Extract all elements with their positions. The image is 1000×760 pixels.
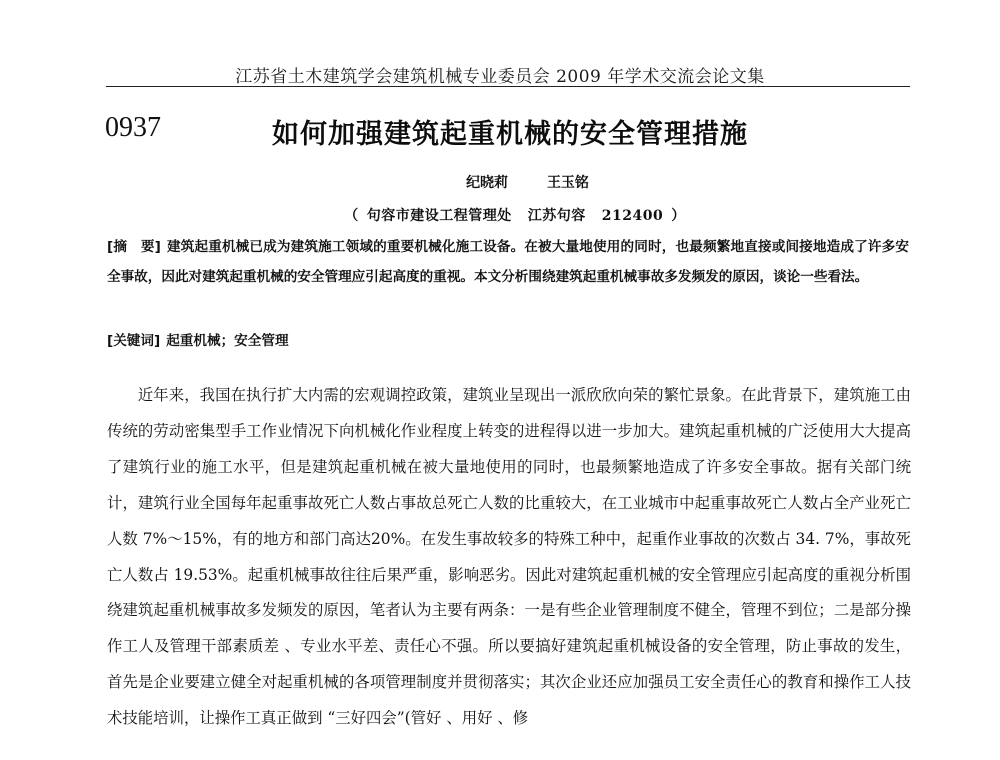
abstract-text: 建筑起重机械已成为建筑施工领域的重要机械化施工设备。在被大量地使用的同时，也最频繁地直接或间接地造成了许多安全事故，因此对建筑起重机械的安全管理应引起高度的重视。本文分析围绕建筑起重机械事故多发频发的原因，谈论一些看法。 bbox=[107, 239, 909, 285]
affiliation-org: 句容市建设工程管理处 bbox=[366, 208, 512, 224]
author-name: 纪晓莉 bbox=[466, 175, 509, 191]
author-list bbox=[0, 172, 1000, 192]
abstract bbox=[107, 232, 909, 292]
keywords bbox=[107, 326, 909, 356]
affiliation-open-paren: （ bbox=[344, 208, 359, 224]
affiliation bbox=[0, 205, 1000, 225]
keywords-text: 起重机械；安全管理 bbox=[166, 333, 289, 349]
author-name: 王玉铭 bbox=[546, 175, 589, 191]
affiliation-close-paren: ） bbox=[671, 208, 686, 224]
body-paragraph: 近年来，我国在执行扩大内需的宏观调控政策，建筑业呈现出一派欣欣向荣的繁忙景象。在此背景下，建筑施工由传统的劳动密集型手工作业情况下向机械化作业程度上转变的进程得以进一步加大。建筑起重机械的广泛使用大大提高了建筑行业的施工水平，但是建筑起重机械在被大量地使用的同时，也最频繁地造成了许多安全事故。据有关部门统计，建筑行业全国每年起重事故死亡人数占事故总死亡人数的比重较大，在工业城市中起重事故死亡人数占全产业死亡人数 7%～15%，有的地方和部门高达20%。在发生事故较多的特殊工种中，起重作业事故的次数占 34. 7%，事故死亡人数占 19.53%。起重机械事故往往后果严重，影响恶劣。因此对建筑起重机械的安全管理应引起高度的重视分析围绕建筑起重机械事故多发频发的原因，笔者认为主要有两条：一是有些企业管理制度不健全，管理不到位；二是部分操作工人及管理干部素质差 、专业水平差、责任心不强。所以要搞好建筑起重机械设备的安全管理，防止事故的发生，首先是企业要建立健全对起重机械的各项管理制度并贯彻落实；其次企业还应加强员工安全责任心的教育和操作工人技术技能培训，让操作工真正做到 “三好四会”(管好 、用好 、修 bbox=[107, 386, 911, 728]
header-rule bbox=[106, 86, 910, 87]
abstract-label: [摘 要] bbox=[107, 239, 161, 255]
running-header: 江苏省土木建筑学会建筑机械专业委员会 2009 年学术交流会论文集 bbox=[235, 67, 765, 87]
paper-title: 如何加强建筑起重机械的安全管理措施 bbox=[272, 119, 748, 150]
keywords-label: [关键词] bbox=[107, 333, 161, 349]
affiliation-postcode: 212400 bbox=[601, 208, 664, 224]
affiliation-place: 江苏句容 bbox=[527, 208, 586, 224]
paper-number: 0937 bbox=[105, 112, 161, 143]
